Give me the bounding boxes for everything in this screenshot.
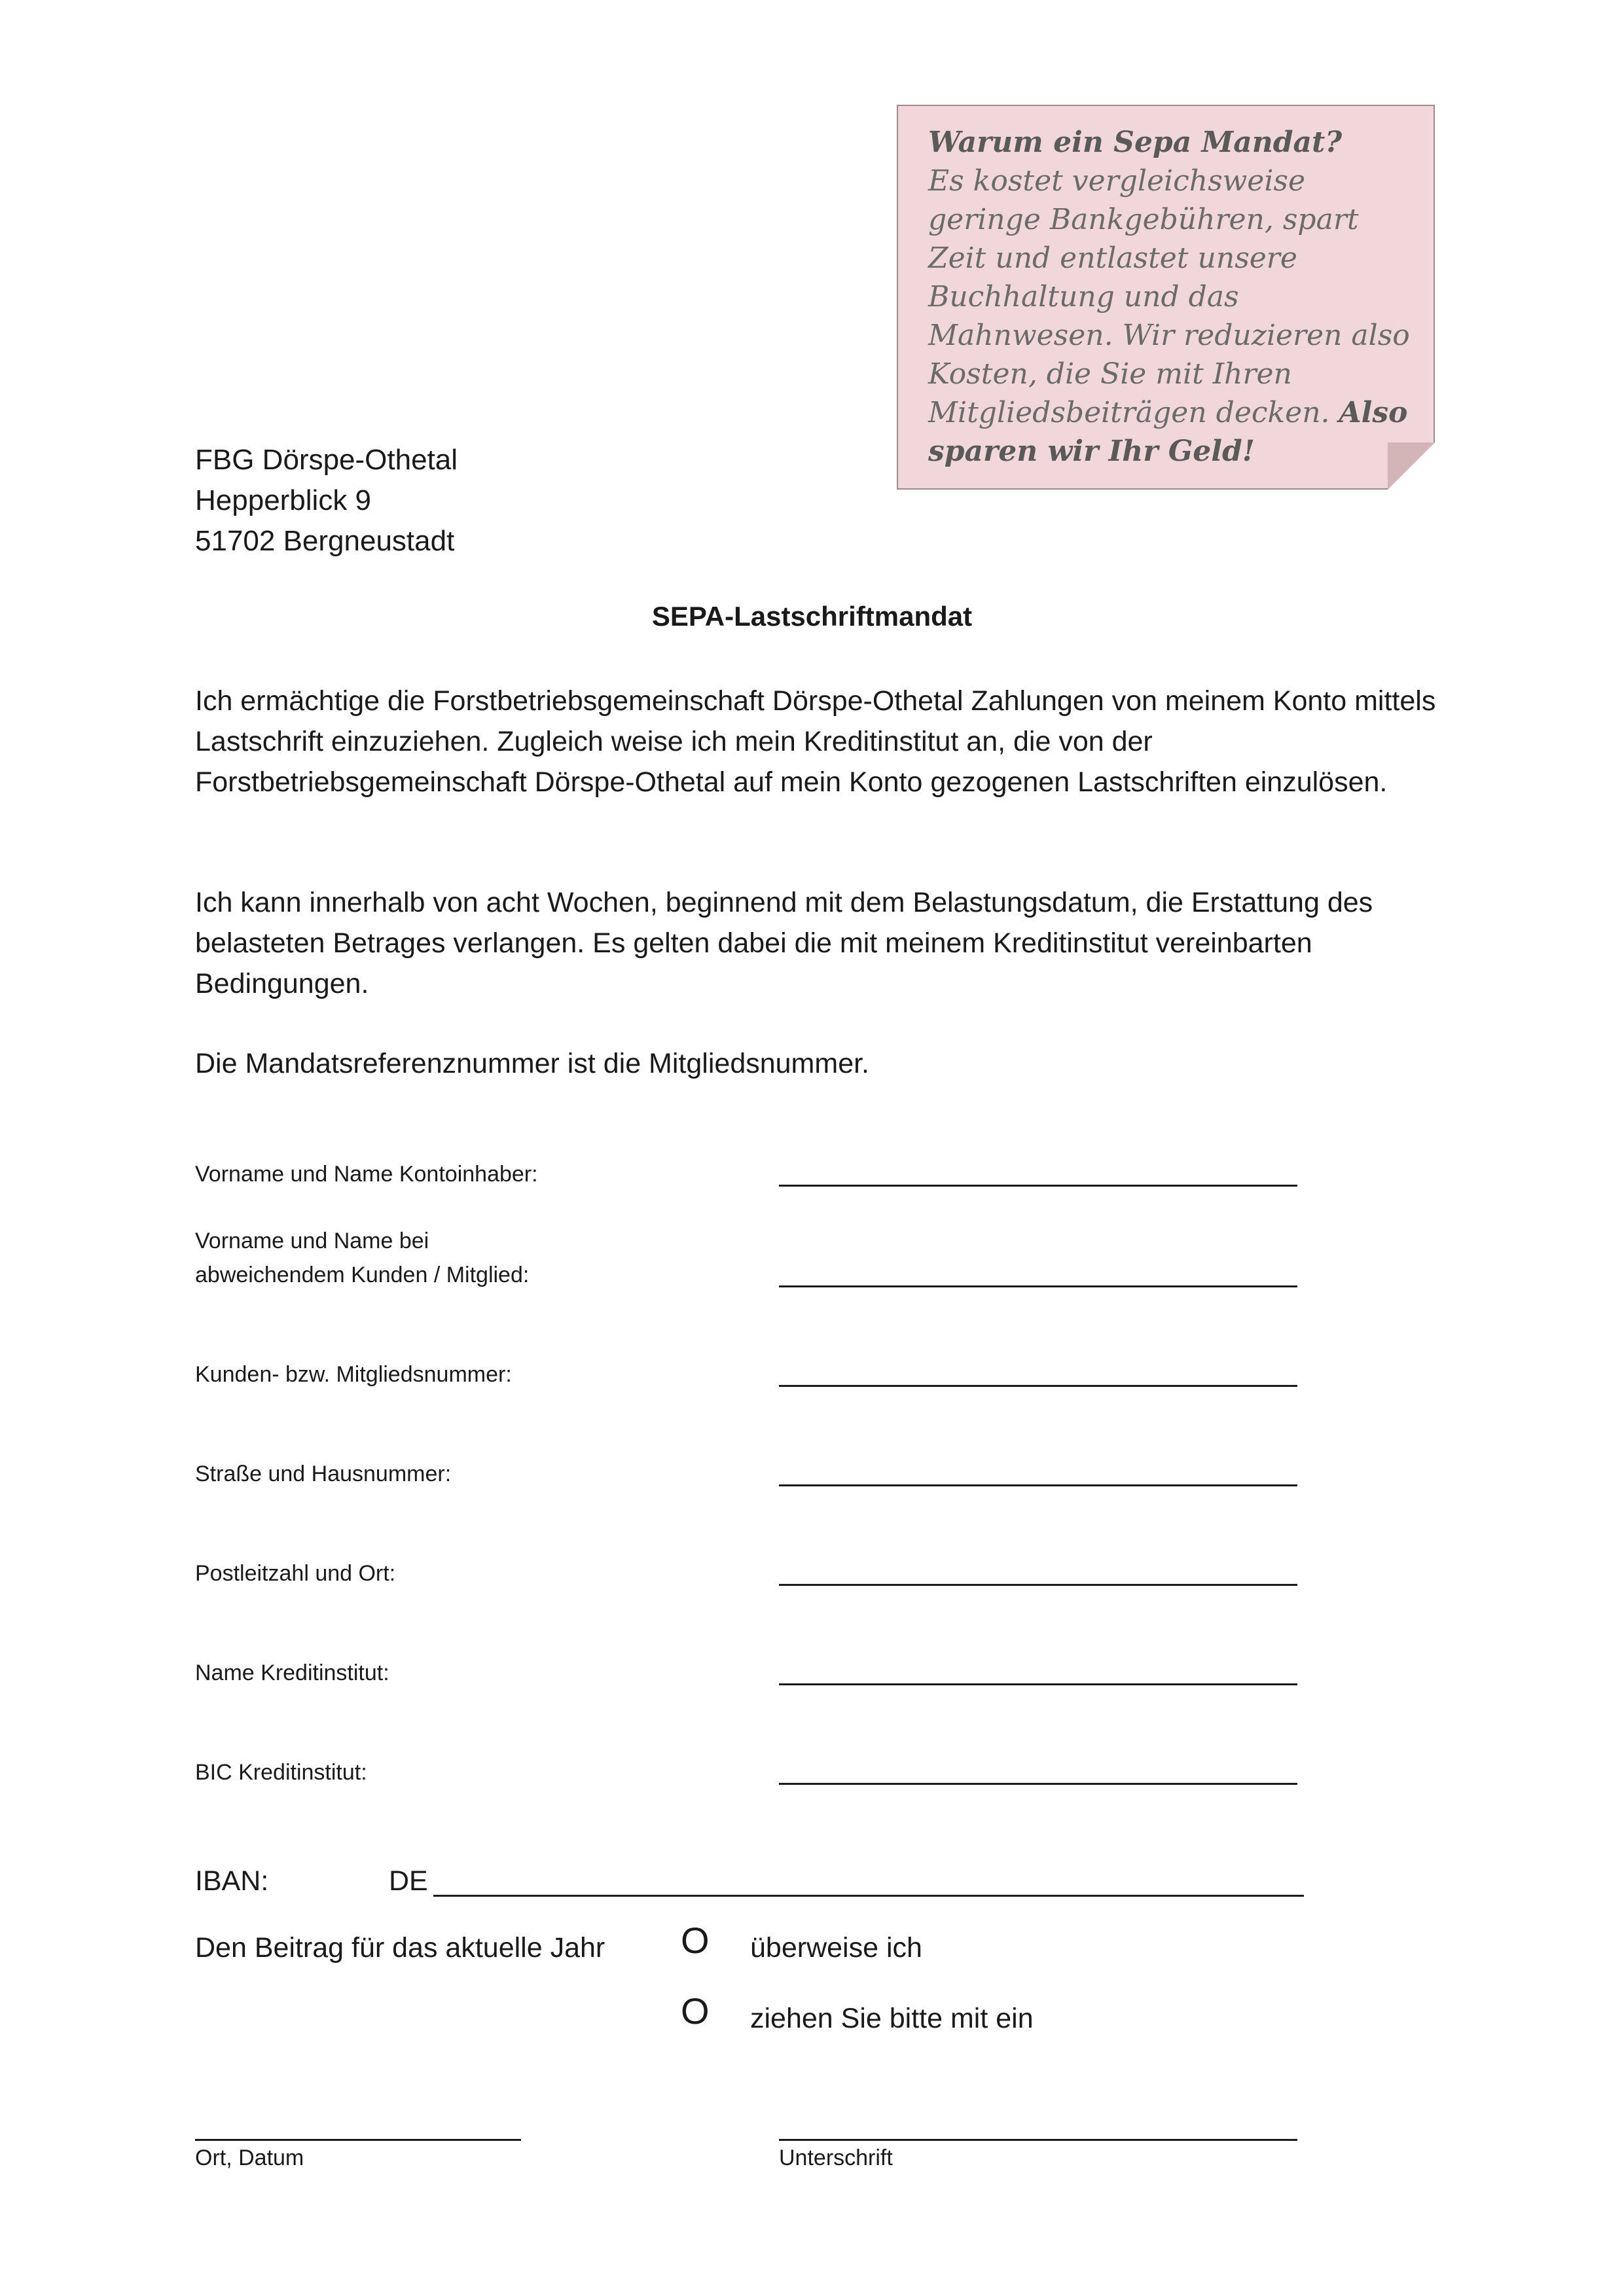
mandate-paragraph-3: Die Mandatsreferenznummer ist die Mitgliedsnummer. [195,1048,870,1079]
field-account-holder[interactable] [779,1185,1297,1187]
info-note-emphasis: Also sparen wir Ihr Geld! [928,396,1408,468]
label-account-holder: Vorname und Name Kontoinhaber: [195,1162,538,1187]
field-street[interactable] [779,1484,1297,1486]
option-debit-checkbox[interactable]: O [681,1990,710,2032]
label-city: Postleitzahl und Ort: [195,1561,396,1586]
label-place-date: Ort, Datum [195,2145,304,2170]
label-iban: IBAN: [195,1865,269,1897]
info-note-heading: Warum ein Sepa Mandat? [928,126,1343,159]
option-transfer-checkbox[interactable]: O [681,1920,710,1961]
option-debit-label: ziehen Sie bitte mit ein [750,2003,1034,2034]
label-other-customer-1: Vorname und Name bei [195,1229,429,1253]
label-signature: Unterschrift [779,2145,893,2170]
field-bic[interactable] [779,1783,1297,1785]
field-bank-name[interactable] [779,1683,1297,1685]
option-transfer-label: überweise ich [750,1932,922,1964]
label-bank-name: Name Kreditinstitut: [195,1660,389,1685]
info-note-body: Es kostet vergleichsweise geringe Bankgebühren, spart Zeit und entlastet unsere Buchhaltung und das Mahnwesen. Wir reduzieren also Kosten, die Sie mit Ihren Mitgliedsbeiträgen decken. [928,164,1410,429]
label-member-number: Kunden- bzw. Mitgliedsnummer: [195,1362,512,1387]
field-city[interactable] [779,1584,1297,1586]
mandate-paragraph-2: Ich kann innerhalb von acht Wochen, beginnend mit dem Belastungsdatum, die Erstattung des belasteten Betrages verlangen. Es gelten dabei die mit meinem Kreditinstitut vereinbarten Bedingungen. [195,887,1373,999]
iban-country-prefix: DE [389,1865,428,1897]
field-signature[interactable] [779,2139,1297,2141]
address-line-3: 51702 Bergneustadt [195,525,455,557]
address-line-2: Hepperblick 9 [195,484,372,516]
field-other-customer[interactable] [779,1285,1297,1287]
document-title: SEPA-Lastschriftmandat [651,601,973,632]
mandate-paragraph-1: Ich ermächtige die Forstbetriebsgemeinschaft Dörspe-Othetal Zahlungen von meinem Konto mittels Lastschrift einzuziehen. Zugleich weise ich mein Kreditinstitut an, die von der Forstbetriebsgemeinschaft Dörspe-Othetal auf mein Konto gezogenen Lastschriften einzulösen. [195,685,1436,798]
label-street: Straße und Hausnummer: [195,1462,452,1486]
label-bic: BIC Kreditinstitut: [195,1760,367,1785]
field-iban[interactable] [433,1895,1304,1897]
label-other-customer-2: abweichendem Kunden / Mitglied: [195,1263,530,1287]
contribution-label: Den Beitrag für das aktuelle Jahr [195,1932,605,1964]
address-line-1: FBG Dörspe-Othetal [195,444,458,476]
field-member-number[interactable] [779,1385,1297,1387]
recipient-address [195,440,458,562]
info-note-text [928,123,1413,468]
field-place-date[interactable] [195,2139,521,2141]
